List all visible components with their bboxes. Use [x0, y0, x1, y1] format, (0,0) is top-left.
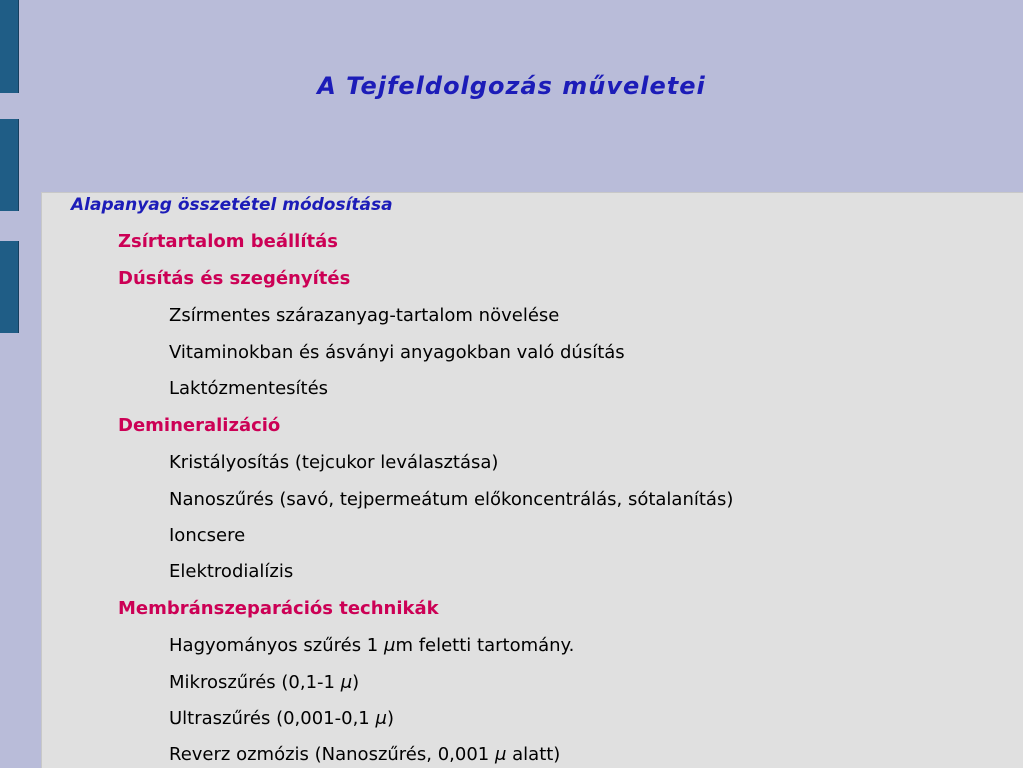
left-accent-bar-middle — [0, 119, 19, 211]
text-segment: ) — [386, 708, 394, 729]
text-segment: alatt) — [506, 744, 561, 765]
outline-item-dusitas: Dúsítás és szegényítés — [118, 268, 351, 289]
outline-item-ultraszures — [169, 707, 394, 731]
outline-item-vitamin: Vitaminokban és ásványi anyagokban való dúsítás — [169, 342, 625, 363]
text-segment: ) — [352, 672, 360, 693]
outline-heading: Alapanyag összetétel módosítása — [71, 195, 393, 215]
outline-item-kristalyositas: Kristályosítás (tejcukor leválasztása) — [169, 452, 499, 473]
outline-item-membranszeparacio: Membránszeparációs technikák — [118, 598, 439, 619]
outline-item-reverz-ozmozis — [169, 743, 560, 767]
text-segment: m feletti tartomány. — [395, 635, 575, 656]
left-accent-bar-bottom — [0, 241, 19, 333]
slide-title: A Tejfeldolgozás műveletei — [317, 72, 706, 100]
text-segment: Hagyományos szűrés 1 — [169, 635, 384, 656]
outline-item-mikroszures — [169, 671, 359, 695]
outline-item-demineralizacio: Demineralizáció — [118, 415, 281, 436]
outline-item-ioncsere: Ioncsere — [169, 525, 246, 546]
micro-symbol: μ — [383, 635, 396, 656]
outline-item-zsirmentes: Zsírmentes szárazanyag-tartalom növelése — [169, 305, 560, 326]
text-segment: Ultraszűrés (0,001-0,1 — [169, 708, 376, 729]
outline-item-zsirtartalom: Zsírtartalom beállítás — [118, 231, 338, 252]
outline-item-nanoszures-savo: Nanoszűrés (savó, tejpermeátum előkoncentrálás, sótalanítás) — [169, 489, 734, 510]
text-segment: Reverz ozmózis (Nanoszűrés, 0,001 — [169, 744, 495, 765]
text-segment: Mikroszűrés (0,1-1 — [169, 672, 341, 693]
outline-item-hagyomanyos-szures — [169, 634, 574, 658]
micro-symbol: μ — [340, 672, 353, 693]
outline-item-elektrodializis: Elektrodialízis — [169, 561, 294, 582]
outline-item-laktozmentesites: Laktózmentesítés — [169, 378, 329, 399]
content-panel — [41, 192, 1023, 768]
micro-symbol: μ — [494, 744, 507, 765]
micro-symbol: μ — [375, 708, 387, 729]
